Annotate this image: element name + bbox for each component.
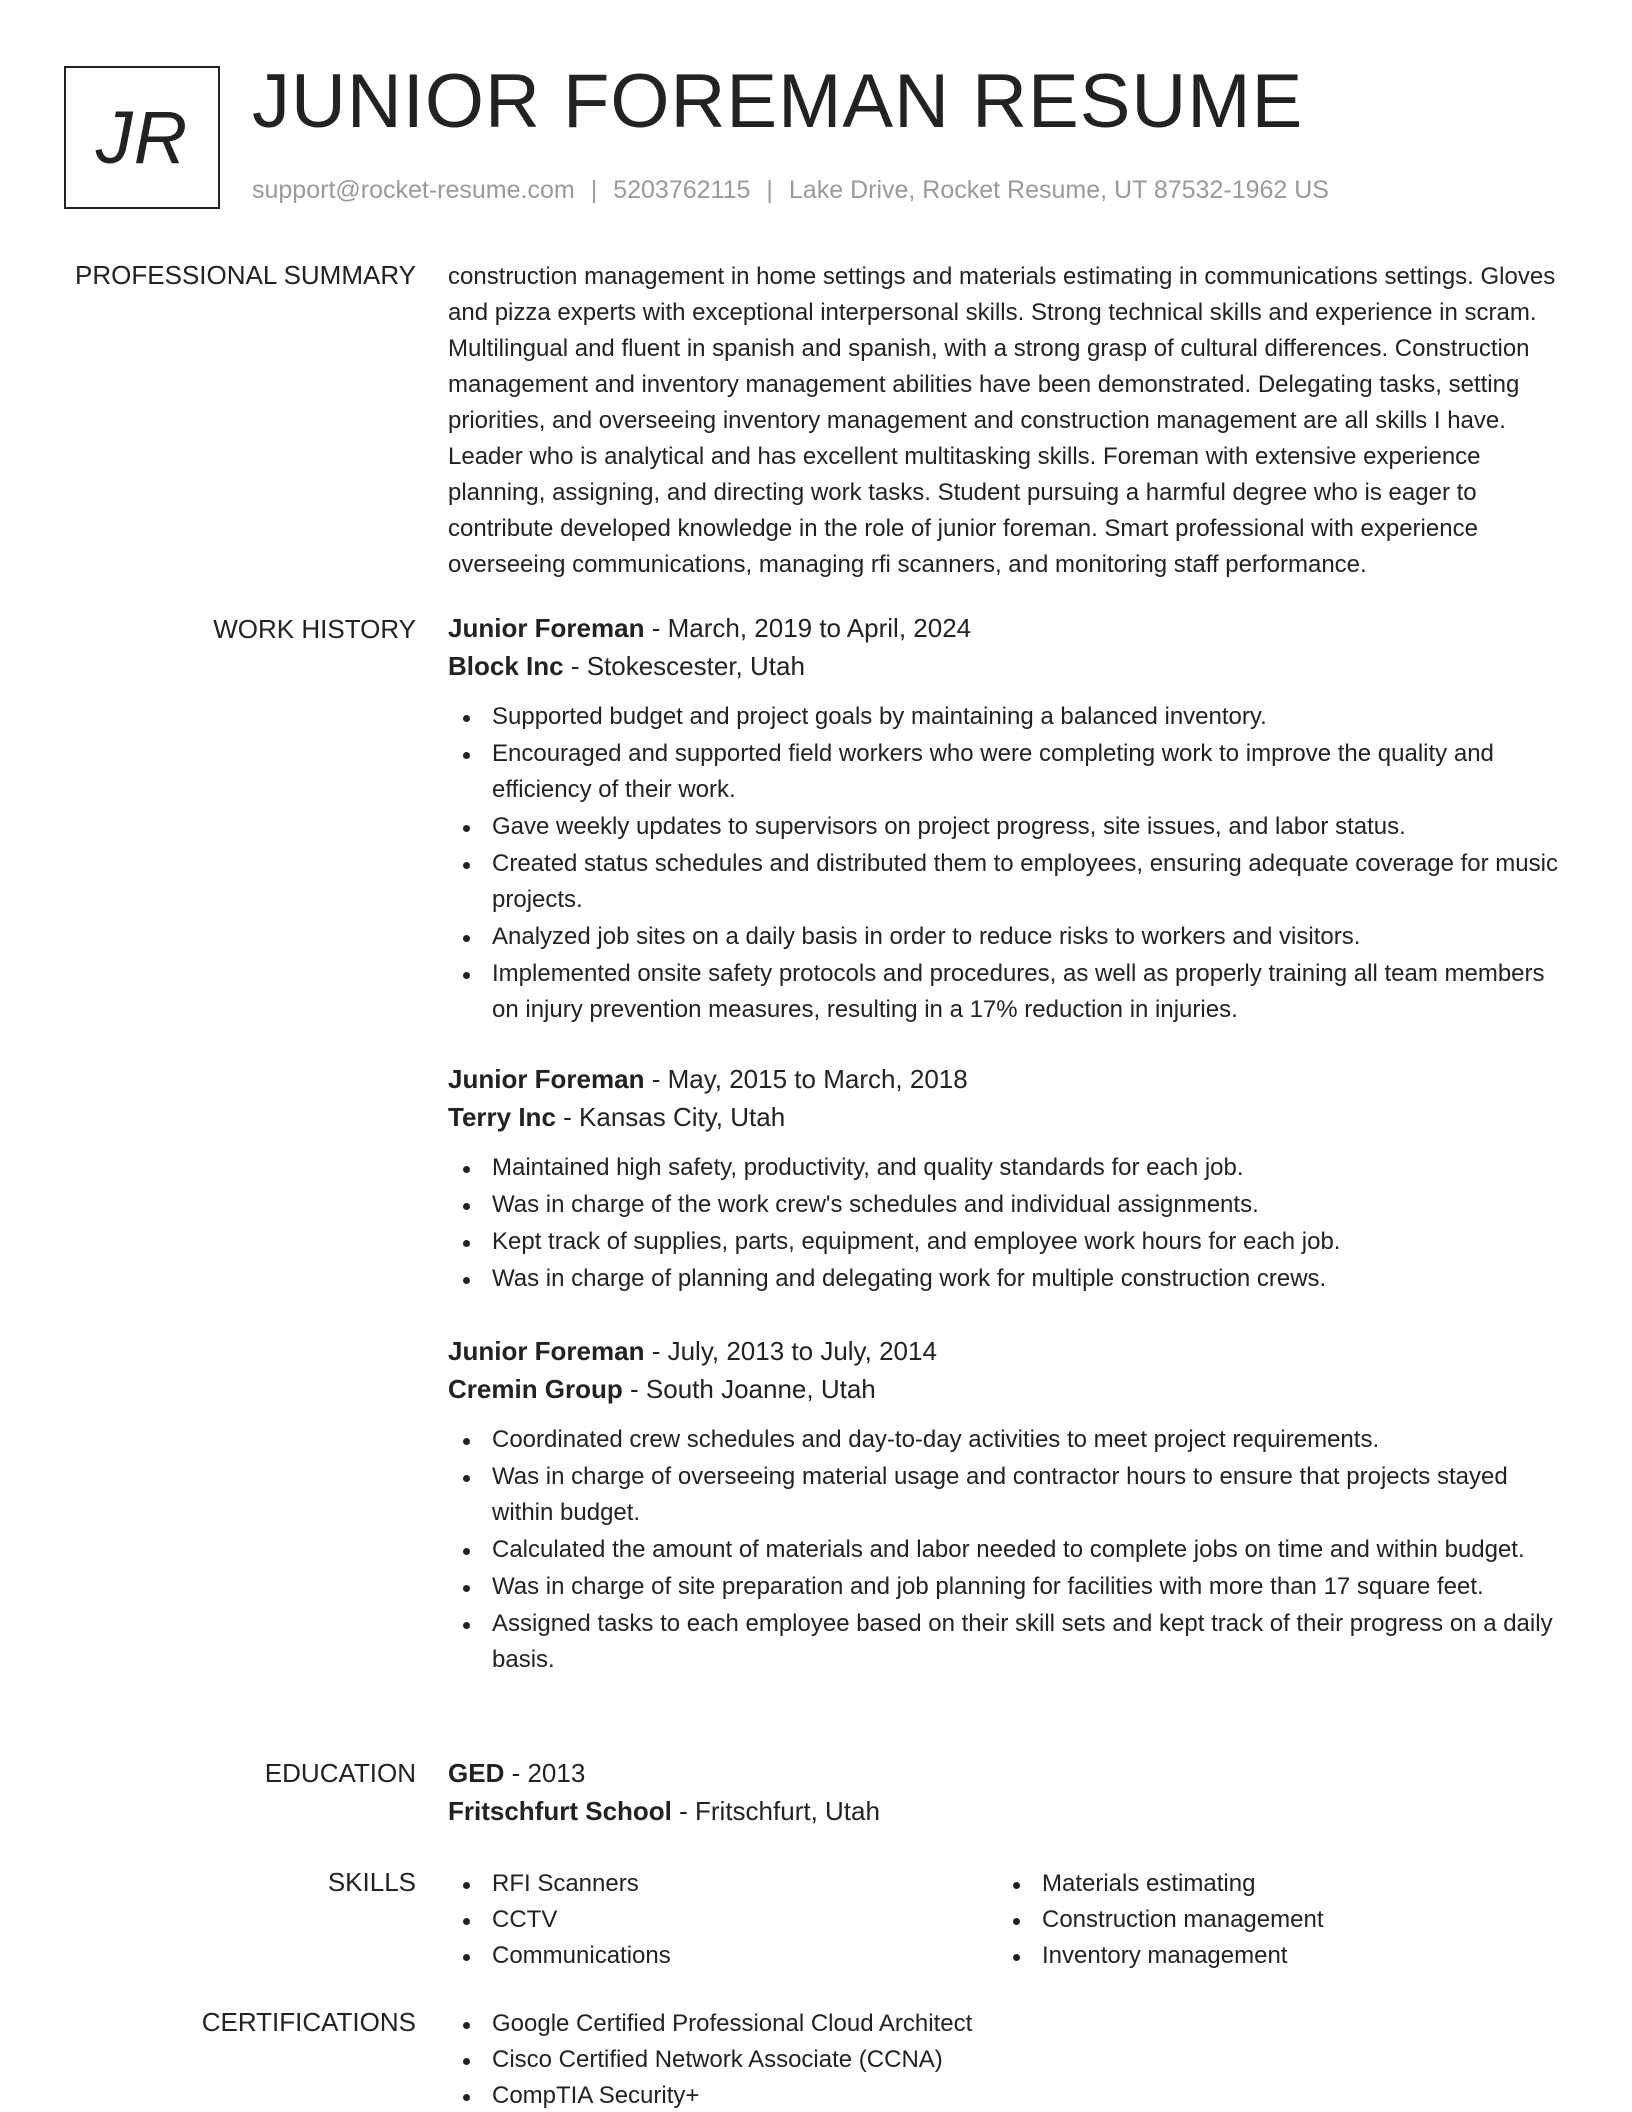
- job-company-line: [448, 1098, 1558, 1136]
- skills-grid: [448, 1866, 1558, 1974]
- job-company-line: [448, 1370, 1558, 1408]
- list-item: Was in charge of overseeing material usage and contractor hours to ensure that projects stayed within budget.: [448, 1459, 1558, 1531]
- job-location: - Stokescester, Utah: [563, 651, 805, 681]
- job-company: Block Inc: [448, 651, 564, 681]
- list-item: Analyzed job sites on a daily basis in order to reduce risks to workers and visitors.: [448, 919, 1558, 955]
- list-item: Assigned tasks to each employee based on their skill sets and kept track of their progress on a daily basis.: [448, 1606, 1558, 1678]
- education-degree-line: [448, 1754, 1558, 1792]
- list-item: Calculated the amount of materials and labor needed to complete jobs on time and within budget.: [448, 1532, 1558, 1568]
- list-item: Was in charge of site preparation and job planning for facilities with more than 17 square feet.: [448, 1569, 1558, 1605]
- list-item: CompTIA Security+: [448, 2078, 1448, 2112]
- education-school-line: [448, 1792, 1558, 1830]
- list-item: Coordinated crew schedules and day-to-day activities to meet project requirements.: [448, 1422, 1558, 1458]
- job-company-line: [448, 647, 1558, 685]
- job-entry: [448, 609, 1558, 1028]
- list-item: Materials estimating: [998, 1866, 1548, 1902]
- summary-text: construction management in home settings and materials estimating in communications settings. Gloves and pizza experts with exceptional interpersonal skills. Strong technical skills and experience in scram. Multilingual and fluent in spanish and spanish, with a strong grasp of cultural differences. Construction management and inventory management abilities have been demonstrated. Delegating tasks, setting priorities, and overseeing inventory management and construction management are all skills I have. Leader who is analytical and has excellent multitasking skills. Foreman with extensive experience planning, assigning, and directing work tasks. Student pursuing a harmful degree who is eager to contribute developed knowledge in the role of junior foreman. Smart professional with experience overseeing communications, managing rfi scanners, and monitoring staff performance.: [448, 263, 1556, 578]
- certifications-list-wrap: [448, 2006, 1558, 2112]
- job-title-line: [448, 609, 1558, 647]
- list-item: Google Certified Professional Cloud Architect: [448, 2006, 1448, 2042]
- list-item: Communications: [448, 1938, 998, 1974]
- job-bullets: [448, 1422, 1558, 1678]
- list-item: Created status schedules and distributed them to employees, ensuring adequate coverage for music projects.: [448, 846, 1558, 918]
- page-title: JUNIOR FOREMAN RESUME: [252, 59, 1304, 144]
- job-bullets: [448, 1150, 1558, 1297]
- list-item: Cisco Certified Network Associate (CCNA): [448, 2042, 1448, 2078]
- contact-phone: 5203762115: [613, 176, 751, 204]
- contact-address: Lake Drive, Rocket Resume, UT 87532-1962 US: [788, 176, 1329, 204]
- education-degree: GED: [448, 1758, 505, 1788]
- section-label-summary: PROFESSIONAL SUMMARY: [75, 260, 416, 290]
- list-item: Inventory management: [998, 1938, 1548, 1974]
- contact-separator: |: [766, 176, 773, 204]
- job-company: Cremin Group: [448, 1374, 623, 1404]
- section-label-skills: SKILLS: [327, 1867, 416, 1897]
- job-title: Junior Foreman: [448, 1336, 645, 1366]
- list-item: Implemented onsite safety protocols and procedures, as well as properly training all team members on injury prevention measures, resulting in a 17% reduction in injuries.: [448, 956, 1558, 1028]
- job-title-line: [448, 1332, 1558, 1370]
- education-location: - Fritschfurt, Utah: [671, 1796, 880, 1826]
- section-label-education: EDUCATION: [264, 1758, 416, 1788]
- job-title: Junior Foreman: [448, 1064, 645, 1094]
- monogram-logo: JR: [64, 66, 220, 209]
- job-location: - Kansas City, Utah: [555, 1102, 786, 1132]
- job-dates: - May, 2015 to March, 2018: [644, 1064, 968, 1094]
- contact-separator: |: [590, 176, 598, 204]
- job-dates: - March, 2019 to April, 2024: [644, 613, 972, 643]
- job-dates: - July, 2013 to July, 2014: [644, 1336, 937, 1366]
- job-company: Terry Inc: [448, 1102, 556, 1132]
- job-bullets: [448, 699, 1558, 1028]
- skills-column-left: [448, 1866, 998, 1974]
- list-item: RFI Scanners: [448, 1866, 998, 1902]
- job-title-line: [448, 1060, 1558, 1098]
- contact-email: support@rocket-resume.com: [252, 176, 575, 204]
- list-item: Was in charge of the work crew's schedules and individual assignments.: [448, 1187, 1558, 1223]
- list-item: Construction management: [998, 1902, 1548, 1938]
- list-item: CCTV: [448, 1902, 998, 1938]
- skills-column-right: [998, 1866, 1548, 1974]
- list-item: Encouraged and supported field workers who were completing work to improve the quality and efficiency of their work.: [448, 736, 1558, 808]
- education-year: - 2013: [504, 1758, 586, 1788]
- job-location: - South Joanne, Utah: [622, 1374, 876, 1404]
- job-entry: [448, 1060, 1558, 1297]
- list-item: Supported budget and project goals by maintaining a balanced inventory.: [448, 699, 1558, 735]
- list-item: Was in charge of planning and delegating work for multiple construction crews.: [448, 1261, 1558, 1297]
- list-item: Kept track of supplies, parts, equipment, and employee work hours for each job.: [448, 1224, 1558, 1260]
- list-item: Maintained high safety, productivity, and quality standards for each job.: [448, 1150, 1558, 1186]
- certifications-list: [448, 2006, 1448, 2112]
- section-label-work-history: WORK HISTORY: [213, 614, 416, 644]
- job-entry: [448, 1332, 1558, 1678]
- section-label-certifications: CERTIFICATIONS: [201, 2007, 416, 2037]
- education-school: Fritschfurt School: [448, 1796, 672, 1826]
- contact-line: [252, 176, 1329, 205]
- list-item: Gave weekly updates to supervisors on project progress, site issues, and labor status.: [448, 809, 1558, 845]
- job-title: Junior Foreman: [448, 613, 645, 643]
